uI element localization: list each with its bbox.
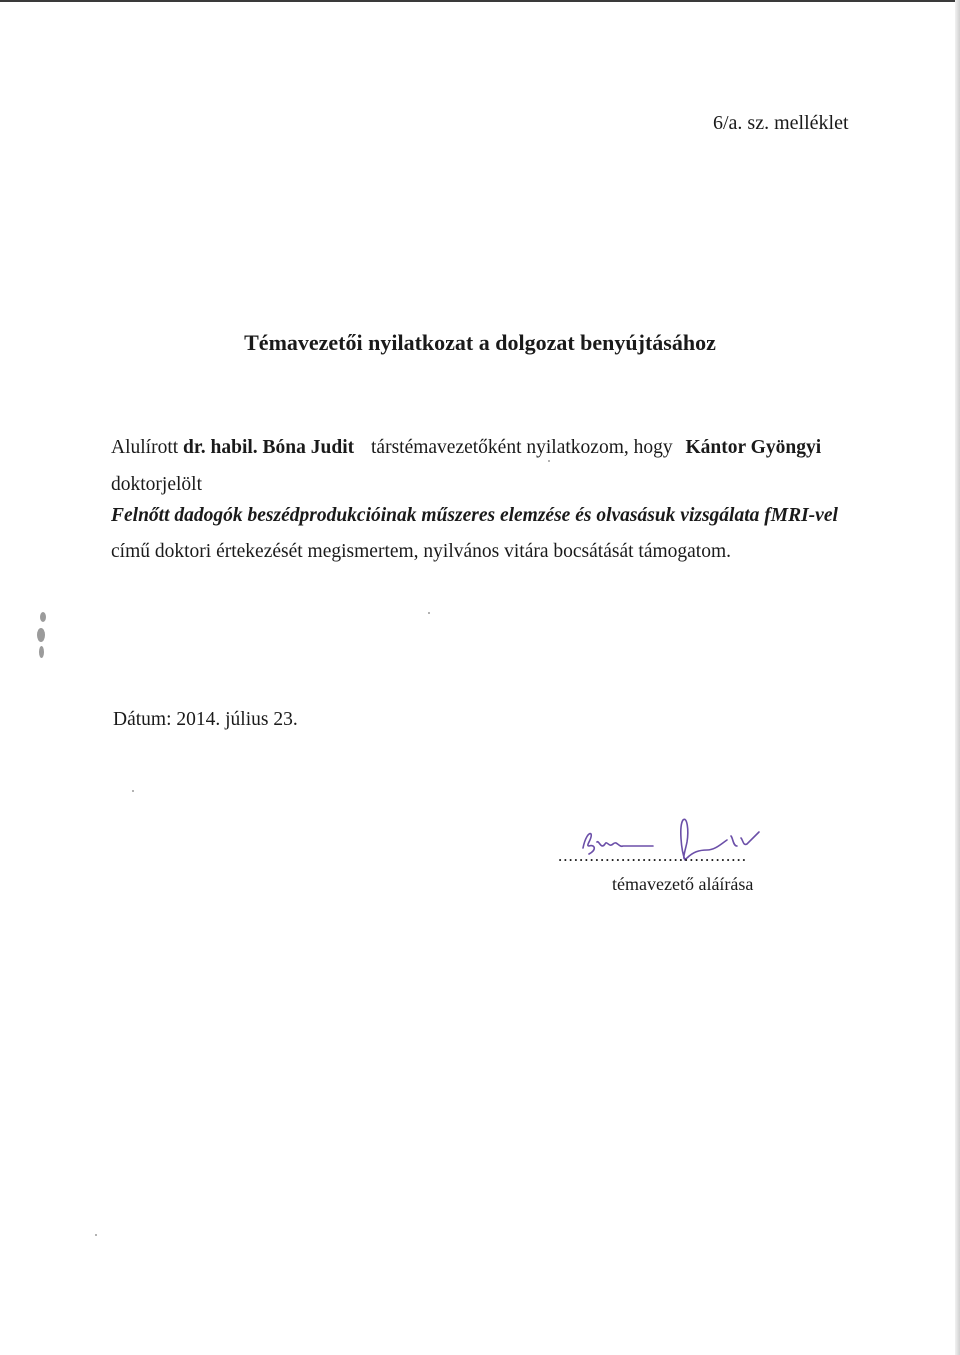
scan-speck: [39, 646, 44, 658]
scan-speck: [40, 612, 46, 622]
declaration-closing: című doktori értekezését megismertem, nyilvános vitára bocsátását támogatom.: [111, 541, 732, 562]
annex-label: 6/a. sz. melléklet: [713, 112, 849, 134]
date-line: Dátum: 2014. július 23.: [113, 709, 298, 730]
candidate-role: doktorjelölt: [111, 474, 202, 495]
scan-speck: [37, 628, 45, 642]
scan-speck: [428, 612, 430, 614]
scan-speck: [132, 790, 134, 792]
document-title: Témavezetői nyilatkozat a dolgozat benyújtásához: [244, 330, 716, 355]
scan-top-edge: [0, 0, 960, 2]
declaration-line-1: [111, 437, 821, 459]
thesis-title: Felnőtt dadogók beszédprodukcióinak műszeres elemzése és olvasásuk vizsgálata fMRI-vel: [111, 505, 838, 526]
role-text: társtémavezetőként nyilatkozom, hogy: [371, 437, 673, 458]
supervisor-name: dr. habil. Bóna Judit: [183, 437, 355, 458]
signature-dotted-line: ....................................: [558, 846, 747, 865]
scan-speck: [95, 1234, 97, 1236]
scan-speck: [548, 460, 550, 462]
candidate-name: Kántor Gyöngyi: [685, 437, 822, 458]
scan-right-edge: [955, 0, 960, 1355]
signature-label: témavezető aláírása: [612, 874, 754, 894]
declaration-prefix: Alulírott: [111, 437, 179, 458]
